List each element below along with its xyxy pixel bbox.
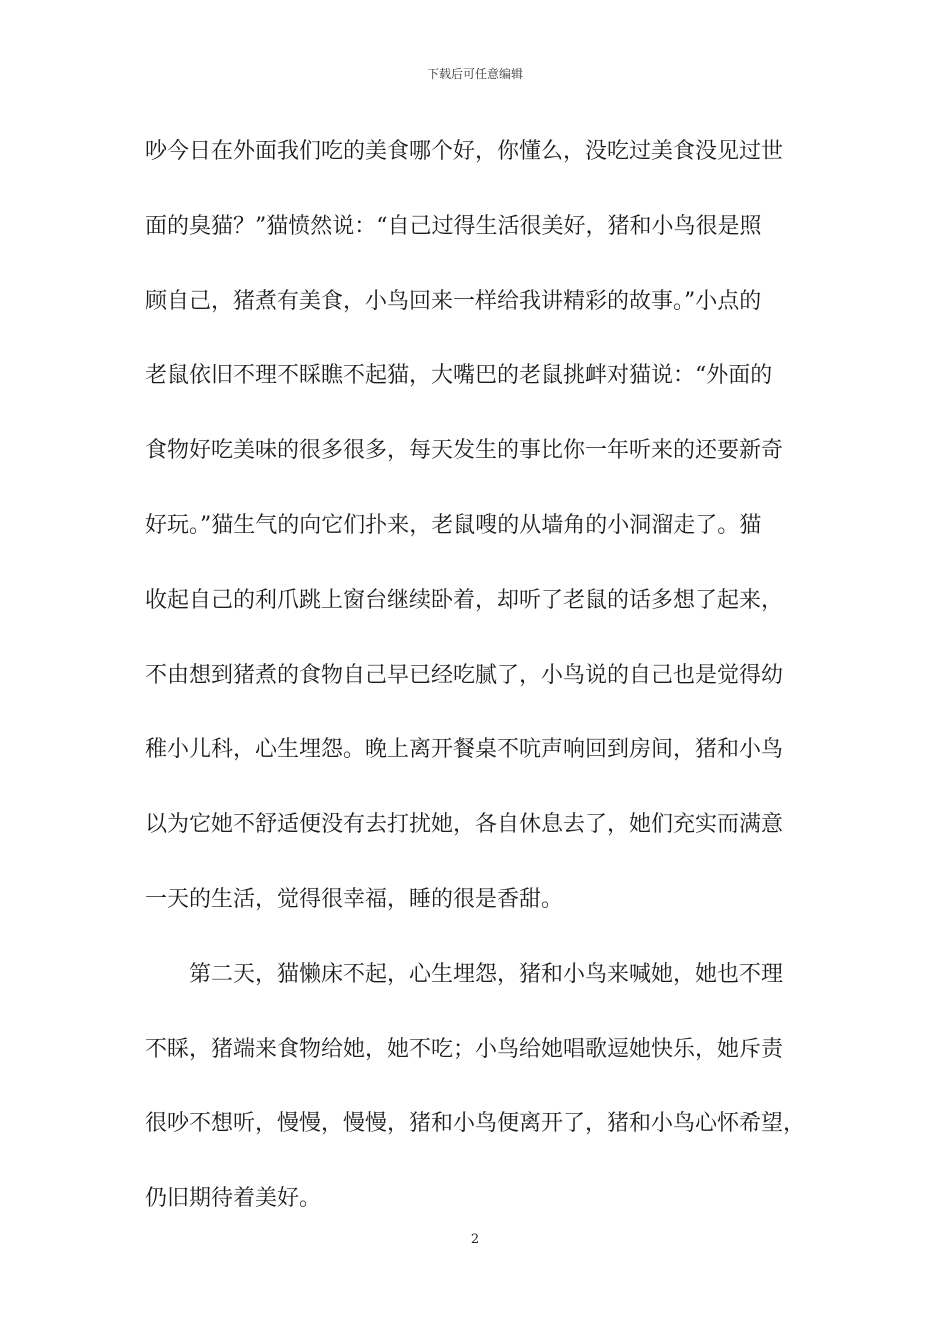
text-line: 仍旧期待着美好。 (145, 1186, 322, 1212)
text-line: 吵今日在外面我们吃的美食哪个好，你懂么，没吃过美食没见过世 (145, 139, 784, 164)
text-line: 不由想到猪煮的食物自己早已经吃腻了，小鸟说的自己也是觉得幼 (145, 662, 784, 688)
page-header: 下载后可任意编辑 (426, 67, 523, 81)
text-line: 面的臭猫？”猫愤然说：“自己过得生活很美好，猪和小鸟很是照 (145, 213, 762, 239)
page-number: 2 (470, 1232, 480, 1247)
body-text (145, 130, 825, 1252)
text-line-paragraph-start: 第二天，猫懒床不起，心生埋怨，猪和小鸟来喊她，她也不理 (189, 961, 784, 987)
text-line: 不睬，猪端来食物给她，她不吃；小鸟给她唱歌逗她快乐，她斥责 (145, 1036, 784, 1062)
text-line: 一天的生活，觉得很幸福，睡的很是香甜。 (145, 886, 564, 912)
text-line: 老鼠依旧不理不睬瞧不起猫，大嘴巴的老鼠挑衅对猫说：“外面的 (145, 363, 773, 389)
text-line: 好玩。”猫生气的向它们扑来，老鼠嗖的从墙角的小洞溜走了。猫 (145, 512, 762, 538)
text-line: 收起自己的利爪跳上窗台继续卧着，却听了老鼠的话多想了起来， (145, 587, 784, 613)
text-line: 顾自己，猪煮有美食，小鸟回来一样给我讲精彩的故事。”小点的 (145, 288, 762, 314)
text-line: 食物好吃美味的很多很多，每天发生的事比你一年听来的还要新奇 (145, 438, 784, 464)
text-line: 以为它她不舒适便没有去打扰她，各自休息去了，她们充实而满意 (145, 812, 784, 838)
text-line: 很吵不想听，慢慢，慢慢，猪和小鸟便离开了，猪和小鸟心怀希望， (145, 1111, 806, 1137)
text-line: 稚小儿科，心生埋怨。晚上离开餐桌不吭声响回到房间，猪和小鸟 (145, 737, 784, 763)
